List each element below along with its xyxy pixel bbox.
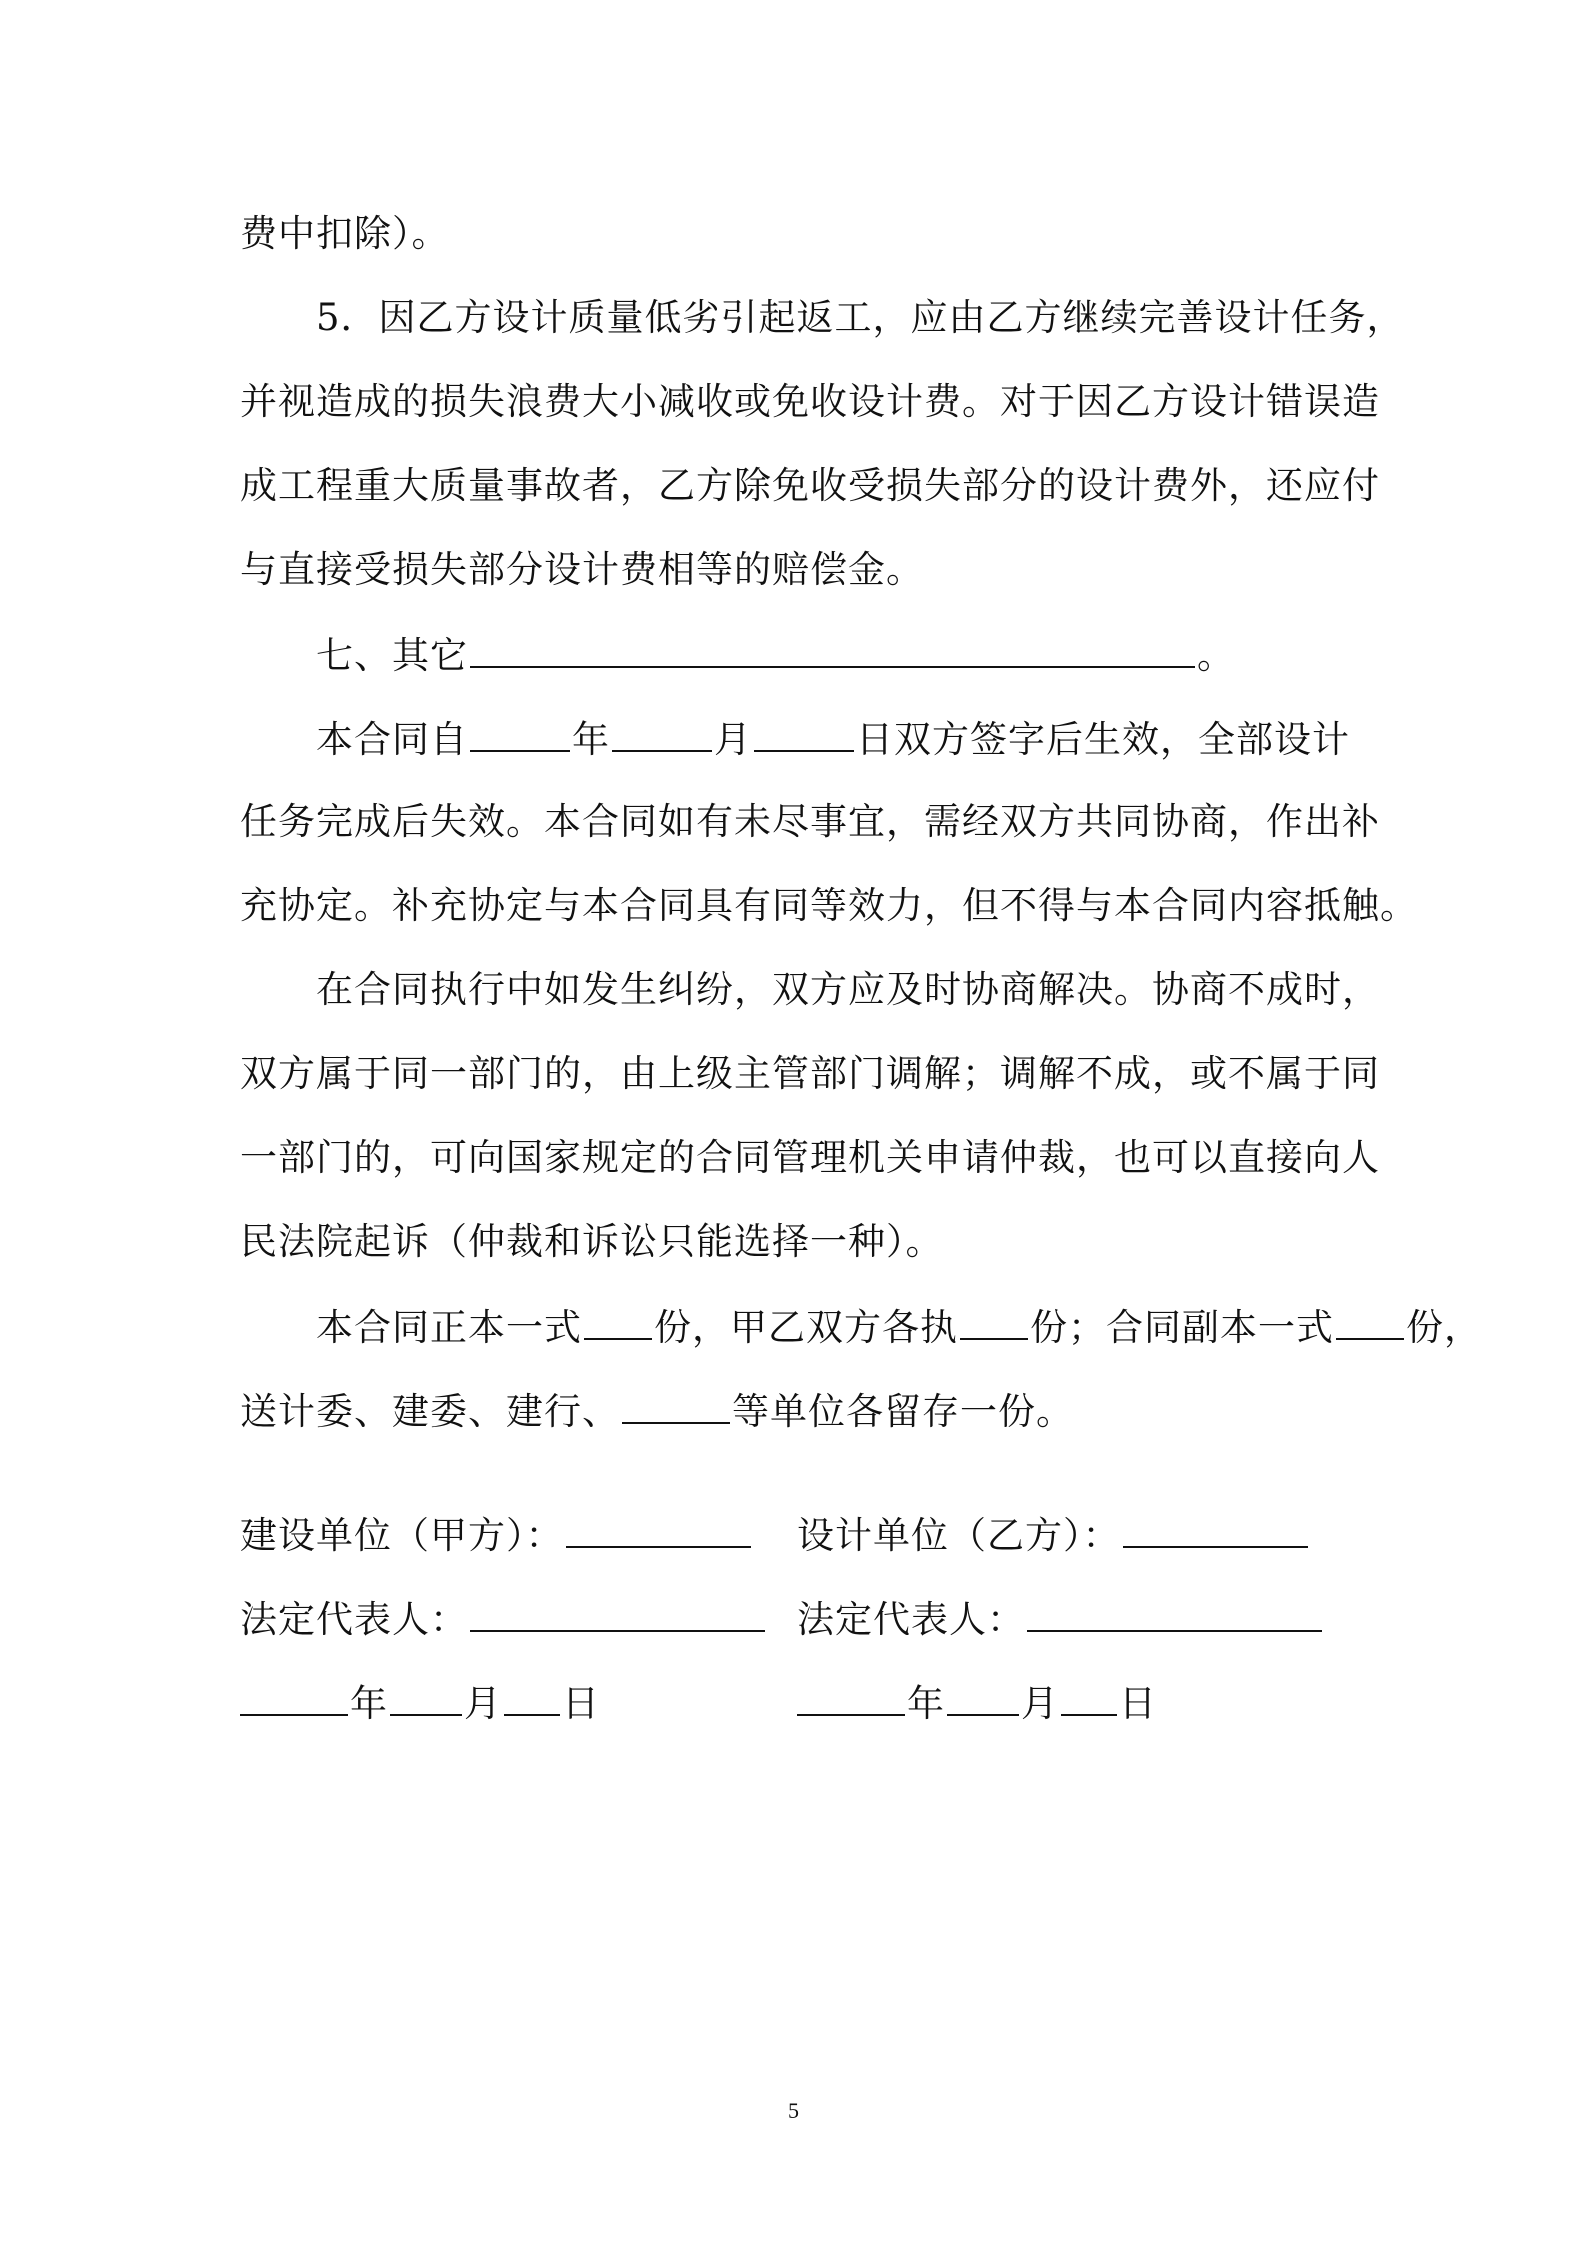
copies-line-2 bbox=[240, 1388, 1350, 1434]
text-fragment: 在合同执行中如发生纠纷，双方应及时协商解决。协商不成时， bbox=[316, 968, 1380, 1011]
text-fragment: 年 bbox=[907, 1682, 945, 1725]
text-fragment: 月 bbox=[1021, 1682, 1059, 1725]
original-copies-blank[interactable] bbox=[584, 1304, 652, 1340]
effective-day-blank[interactable] bbox=[754, 716, 854, 752]
date-b-line bbox=[797, 1680, 1157, 1726]
each-party-copies-blank[interactable] bbox=[960, 1304, 1028, 1340]
date-a-month-blank[interactable] bbox=[390, 1680, 462, 1716]
duplicate-copies-blank[interactable] bbox=[1336, 1304, 1404, 1340]
date-b-month-blank[interactable] bbox=[947, 1680, 1019, 1716]
text-fragment: 日双方签字后生效，全部设计 bbox=[856, 718, 1350, 761]
other-blank-field[interactable] bbox=[470, 632, 1195, 668]
text-fragment: 充协定。补充协定与本合同具有同等效力，但不得与本合同内容抵触。 bbox=[240, 884, 1418, 927]
text-fragment: 费中扣除）。 bbox=[240, 212, 450, 255]
text-fragment: 与直接受损失部分设计费相等的赔偿金。 bbox=[240, 548, 924, 591]
text-fragment: 月 bbox=[464, 1682, 502, 1725]
other-label: 七、其它 bbox=[316, 634, 468, 677]
party-b-line bbox=[797, 1512, 1310, 1558]
rep-b-field[interactable] bbox=[1027, 1596, 1322, 1632]
text-fragment: 5．因乙方设计质量低劣引起返工，应由乙方继续完善设计任务， bbox=[316, 296, 1405, 339]
party-a-label: 建设单位（甲方）： bbox=[240, 1514, 564, 1557]
text-fragment: 本合同自 bbox=[316, 718, 468, 761]
party-b-field[interactable] bbox=[1123, 1512, 1308, 1548]
clause-5-line-4 bbox=[240, 548, 1350, 592]
clause-5-line-1 bbox=[316, 296, 1426, 340]
text-fragment: 日 bbox=[1119, 1682, 1157, 1725]
text-fragment: 民法院起诉（仲裁和诉讼只能选择一种）。 bbox=[240, 1220, 944, 1263]
dispute-line-4 bbox=[240, 1220, 1350, 1264]
text-fragment: 份， bbox=[1406, 1306, 1482, 1349]
dispute-line-3 bbox=[240, 1136, 1380, 1180]
party-a-line bbox=[240, 1512, 753, 1558]
text-fragment: 。 bbox=[1197, 634, 1235, 677]
text-fragment: 双方属于同一部门的，由上级主管部门调解；调解不成，或不属于同 bbox=[240, 1052, 1380, 1095]
text-fragment: 份，甲乙双方各执 bbox=[654, 1306, 958, 1349]
rep-a-label: 法定代表人： bbox=[240, 1598, 468, 1641]
copies-line-1 bbox=[316, 1304, 1482, 1350]
rep-b-line bbox=[797, 1596, 1324, 1642]
text-fragment: 并视造成的损失浪费大小减收或免收设计费。对于因乙方设计错误造 bbox=[240, 380, 1380, 423]
text-fragment: 本合同正本一式 bbox=[316, 1306, 582, 1349]
text-line bbox=[240, 212, 1350, 256]
clause-5-line-3 bbox=[240, 464, 1380, 508]
rep-b-label: 法定代表人： bbox=[797, 1598, 1025, 1641]
text-fragment: 等单位各留存一份。 bbox=[732, 1390, 1074, 1433]
effective-year-blank[interactable] bbox=[470, 716, 570, 752]
dispute-line-1 bbox=[316, 968, 1426, 1012]
party-a-field[interactable] bbox=[566, 1512, 751, 1548]
party-b-label: 设计单位（乙方）： bbox=[797, 1514, 1121, 1557]
rep-a-line bbox=[240, 1596, 767, 1642]
date-b-day-blank[interactable] bbox=[1061, 1680, 1117, 1716]
effective-line-3 bbox=[240, 884, 1418, 928]
text-fragment: 任务完成后失效。本合同如有未尽事宜，需经双方共同协商，作出补 bbox=[240, 800, 1380, 843]
text-fragment: 送计委、建委、建行、 bbox=[240, 1390, 620, 1433]
rep-a-field[interactable] bbox=[470, 1596, 765, 1632]
other-clause-line bbox=[316, 632, 1426, 678]
clause-5-line-2 bbox=[240, 380, 1380, 424]
date-a-line bbox=[240, 1680, 600, 1726]
date-a-year-blank[interactable] bbox=[240, 1680, 348, 1716]
text-fragment: 年 bbox=[572, 718, 610, 761]
page-number: 5 bbox=[788, 2098, 799, 2123]
other-units-blank[interactable] bbox=[622, 1388, 730, 1424]
text-fragment: 月 bbox=[714, 718, 752, 761]
effective-date-line bbox=[316, 716, 1426, 762]
effective-month-blank[interactable] bbox=[612, 716, 712, 752]
effective-line-2 bbox=[240, 800, 1380, 844]
dispute-line-2 bbox=[240, 1052, 1380, 1096]
text-fragment: 年 bbox=[350, 1682, 388, 1725]
date-a-day-blank[interactable] bbox=[504, 1680, 560, 1716]
text-fragment: 份；合同副本一式 bbox=[1030, 1306, 1334, 1349]
text-fragment: 一部门的，可向国家规定的合同管理机关申请仲裁，也可以直接向人 bbox=[240, 1136, 1380, 1179]
text-fragment: 日 bbox=[562, 1682, 600, 1725]
date-b-year-blank[interactable] bbox=[797, 1680, 905, 1716]
text-fragment: 成工程重大质量事故者，乙方除免收受损失部分的设计费外，还应付 bbox=[240, 464, 1380, 507]
